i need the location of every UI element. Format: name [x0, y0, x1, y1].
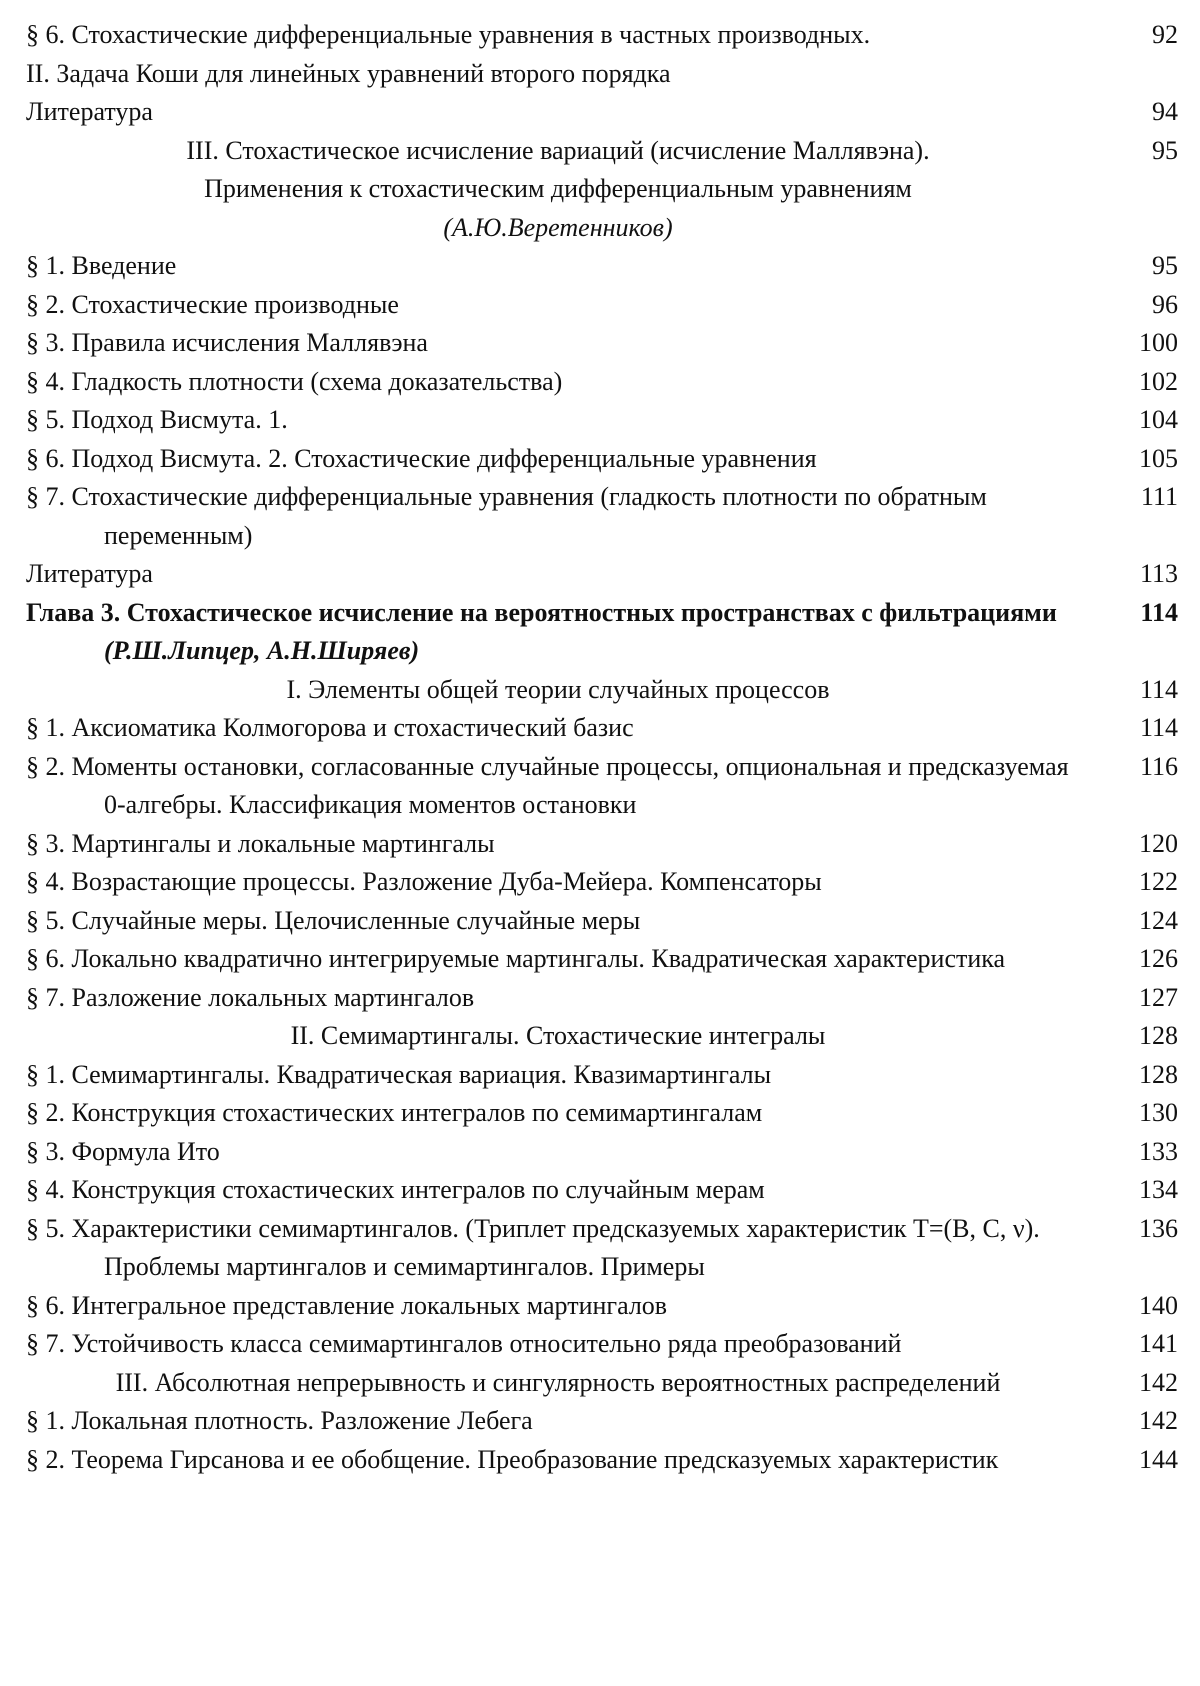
toc-entry[interactable] — [26, 1325, 1178, 1364]
toc-entry[interactable] — [26, 324, 1178, 363]
toc-entry-page-number: 102 — [1139, 366, 1178, 396]
toc-entry[interactable] — [26, 979, 1178, 1018]
toc-entry-title-text: § 2. Конструкция стохастических интегралов по семимартингалам — [26, 1098, 763, 1127]
toc-entry-title — [26, 979, 1090, 1018]
toc-entry-title — [26, 1287, 1090, 1326]
toc-entry-title-text: III. Стохастическое исчисление вариаций (исчисление Маллявэна). — [186, 135, 930, 165]
toc-entry-title — [26, 1171, 1090, 1210]
toc-entry-title-text: § 4. Конструкция стохастических интегралов по случайным мерам — [26, 1175, 765, 1204]
toc-entry[interactable] — [26, 863, 1178, 902]
toc-entry-title — [26, 55, 1090, 94]
toc-entry-title-text: § 1. Семимартингалы. Квадратическая вариация. Квазимартингалы — [26, 1059, 772, 1089]
toc-entry-title — [26, 1325, 1090, 1364]
toc-entry-title-text: § 2. Моменты остановки, согласованные случайные процессы, опциональная и предсказуемая 0-алгебры. Классификация моментов остановки — [26, 751, 1069, 819]
toc-entry-title-text: § 4. Гладкость плотности (схема доказательства) — [26, 366, 563, 396]
toc-entry[interactable] — [26, 1056, 1178, 1095]
toc-part-heading[interactable] — [26, 1017, 1178, 1056]
toc-entry-title — [26, 363, 1090, 402]
toc-entry[interactable] — [26, 940, 1178, 979]
toc-entry[interactable] — [26, 363, 1178, 402]
toc-entry-title-text: § 2. Стохастические производные — [26, 289, 399, 319]
toc-entry-title-text: III. Абсолютная непрерывность и сингулярность вероятностных распределений — [115, 1367, 1001, 1397]
toc-entry[interactable] — [26, 1210, 1178, 1287]
toc-entry-title — [26, 902, 1090, 941]
toc-entry-page-number: 124 — [1139, 905, 1178, 935]
toc-entry-title — [26, 709, 1090, 748]
toc-entry-title — [26, 1017, 1090, 1056]
toc-entry[interactable] — [26, 825, 1178, 864]
toc-entry[interactable] — [26, 55, 1178, 94]
toc-entry-page-number: 105 — [1139, 443, 1178, 473]
toc-entry-page-number: 136 — [1139, 1213, 1178, 1243]
toc-entry-title — [26, 940, 1090, 979]
toc-entry-title — [26, 93, 1090, 132]
toc-part-heading[interactable] — [26, 1364, 1178, 1403]
toc-entry[interactable] — [26, 401, 1178, 440]
toc-entry[interactable] — [26, 709, 1178, 748]
toc-entry[interactable] — [26, 555, 1178, 594]
toc-entry-title — [26, 1133, 1090, 1172]
toc-entry-title — [26, 1056, 1090, 1095]
toc-entry-page-number: 130 — [1139, 1098, 1178, 1127]
toc-entry-page-number: 142 — [1139, 1406, 1178, 1435]
toc-entry-title-text: § 3. Правила исчисления Маллявэна — [26, 328, 428, 357]
toc-continuation-line: (А.Ю.Веретенников) — [443, 212, 673, 242]
toc-entry[interactable] — [26, 1441, 1178, 1480]
toc-entry-title — [26, 1364, 1090, 1403]
toc-entry-title-text: § 6. Подход Висмута. 2. Стохастические дифференциальные уравнения — [26, 443, 817, 473]
toc-continuation-line: Применения к стохастическим дифференциальным уравнениям — [204, 174, 912, 203]
toc-entry-title — [26, 1210, 1090, 1287]
table-of-contents — [26, 16, 1178, 1479]
toc-entry-title-text: § 3. Мартингалы и локальные мартингалы — [26, 828, 495, 858]
toc-entry-title-text: § 1. Введение — [26, 251, 177, 280]
toc-entry-page-number: 133 — [1139, 1136, 1178, 1166]
toc-entry-page-number: 122 — [1139, 867, 1178, 896]
toc-entry-title — [26, 286, 1090, 325]
toc-entry-title-text: § 3. Формула Ито — [26, 1136, 220, 1166]
toc-entry-title-text: § 5. Подход Висмута. 1. — [26, 405, 288, 434]
toc-entry[interactable] — [26, 1287, 1178, 1326]
toc-entry-title-text: § 6. Стохастические дифференциальные уравнения в частных производных. — [26, 20, 871, 49]
toc-entry-title — [26, 748, 1090, 825]
toc-entry-page-number: 144 — [1139, 1444, 1178, 1474]
toc-entry-title-text: § 6. Локально квадратично интегрируемые мартингалы. Квадратическая характеристика — [26, 944, 1006, 973]
toc-entry-title-text: § 7. Устойчивость класса семимартингалов относительно ряда преобразований — [26, 1329, 902, 1358]
toc-entry-title-text: Литература — [26, 559, 153, 588]
toc-chapter-entry[interactable] — [26, 594, 1178, 671]
toc-entry-title-text: § 7. Стохастические дифференциальные уравнения (гладкость плотности по обратным переменным) — [26, 482, 987, 550]
toc-entry-page-number: 92 — [1152, 20, 1178, 49]
toc-entry-author: (Р.Ш.Липцер, А.Н.Ширяев) — [104, 636, 420, 665]
toc-entry-title-text: § 5. Случайные меры. Целочисленные случайные меры — [26, 905, 641, 935]
toc-entry-page-number: 114 — [1140, 597, 1178, 627]
toc-entry-title-text: § 1. Аксиоматика Колмогорова и стохастический базис — [26, 713, 634, 742]
toc-entry-title-text: § 7. Разложение локальных мартингалов — [26, 982, 475, 1012]
toc-entry-page-number: 113 — [1139, 559, 1178, 588]
toc-entry-page-number: 120 — [1139, 828, 1178, 858]
toc-entry-title-text: Литература — [26, 97, 153, 126]
toc-entry[interactable] — [26, 1094, 1178, 1133]
toc-entry-title — [26, 440, 1090, 479]
toc-entry-title-text: § 5. Характеристики семимартингалов. (Триплет предсказуемых характеристик T=(B, C, ν). Проблемы мартингалов и семимартингалов. Примеры — [26, 1213, 1040, 1281]
toc-entry-page-number: 104 — [1139, 405, 1178, 434]
toc-entry[interactable] — [26, 478, 1178, 555]
toc-entry-title-text: II. Задача Коши для линейных уравнений второго порядка — [26, 58, 671, 88]
toc-entry-page-number: 116 — [1139, 751, 1178, 781]
toc-entry-title-text: I. Элементы общей теории случайных процессов — [286, 674, 830, 704]
toc-entry-title-text: II. Семимартингалы. Стохастические интегралы — [290, 1021, 826, 1050]
toc-entry-title — [26, 478, 1090, 555]
toc-entry-page-number: 127 — [1139, 982, 1178, 1012]
toc-entry-title — [26, 825, 1090, 864]
toc-entry-page-number: 141 — [1139, 1329, 1178, 1358]
toc-entry-page-number: 128 — [1139, 1021, 1178, 1050]
toc-entry-page-number: 134 — [1139, 1175, 1178, 1204]
toc-entry-title — [26, 594, 1090, 671]
toc-entry-title-text: § 2. Теорема Гирсанова и ее обобщение. Преобразование предсказуемых характеристик — [26, 1444, 999, 1474]
toc-part-heading[interactable] — [26, 132, 1178, 171]
toc-entry-title — [26, 555, 1090, 594]
toc-entry-page-number: 128 — [1139, 1059, 1178, 1089]
toc-entry[interactable] — [26, 1171, 1178, 1210]
toc-entry-page-number: 114 — [1139, 713, 1178, 742]
toc-entry[interactable] — [26, 748, 1178, 825]
toc-entry-page-number: 111 — [1140, 482, 1178, 511]
toc-entry-page-number: 100 — [1139, 328, 1178, 357]
toc-entry-page-number: 126 — [1139, 944, 1178, 973]
toc-entry-title — [26, 247, 1090, 286]
toc-entry-title — [26, 401, 1090, 440]
toc-entry[interactable] — [26, 247, 1178, 286]
toc-entry-title-text: § 1. Локальная плотность. Разложение Лебега — [26, 1406, 533, 1435]
toc-entry-title — [26, 671, 1090, 710]
toc-entry-title — [26, 1441, 1090, 1480]
toc-entry-page-number: 114 — [1139, 674, 1178, 704]
toc-entry[interactable] — [26, 16, 1178, 55]
toc-entry-page-number: 94 — [1152, 97, 1178, 126]
toc-entry-title — [26, 16, 1090, 55]
toc-entry-page-number: 142 — [1139, 1367, 1178, 1397]
toc-entry-title — [26, 863, 1090, 902]
toc-entry-title-text: § 6. Интегральное представление локальных мартингалов — [26, 1290, 668, 1320]
toc-entry-page-number: 95 — [1152, 135, 1178, 165]
toc-entry[interactable] — [26, 1402, 1178, 1441]
toc-entry-title-text: § 4. Возрастающие процессы. Разложение Дуба-Мейера. Компенсаторы — [26, 867, 822, 896]
toc-part-heading[interactable] — [26, 671, 1178, 710]
toc-entry-title — [26, 1094, 1090, 1133]
toc-entry-page-number: 140 — [1139, 1290, 1178, 1320]
toc-entry[interactable] — [26, 93, 1178, 132]
toc-entry-page-number: 95 — [1152, 251, 1178, 280]
toc-entry-title — [26, 324, 1090, 363]
toc-entry-page-number: 96 — [1152, 289, 1178, 319]
toc-entry[interactable] — [26, 440, 1178, 479]
toc-entry[interactable] — [26, 286, 1178, 325]
toc-entry[interactable] — [26, 1133, 1178, 1172]
toc-entry[interactable] — [26, 902, 1178, 941]
toc-entry-title — [26, 132, 1090, 171]
toc-entry-title-text: Глава 3. Стохастическое исчисление на вероятностных пространствах с фильтрациями — [26, 597, 1057, 627]
toc-entry-title — [26, 1402, 1090, 1441]
